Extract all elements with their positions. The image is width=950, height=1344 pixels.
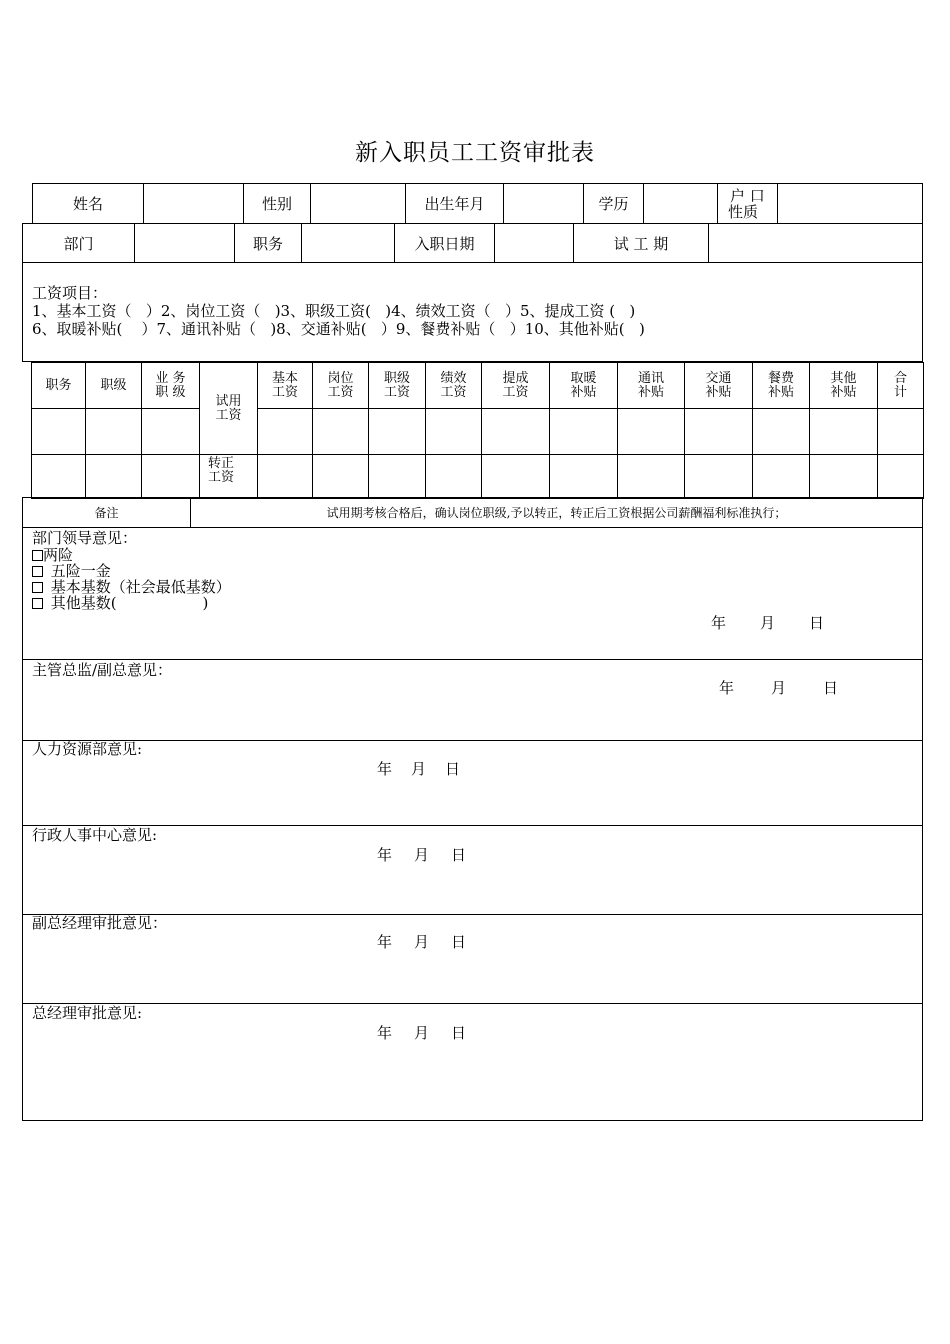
director-opinion-date: 年 月 日 bbox=[719, 679, 839, 697]
gm-opinion-date: 年 月 日 bbox=[377, 1024, 467, 1042]
option-base-minimum[interactable]: 基本基数（社会最低基数） bbox=[32, 579, 231, 596]
deputy-gm-opinion-box bbox=[22, 914, 923, 1004]
position-label: 职务 bbox=[235, 224, 302, 262]
deputy-gm-opinion-date: 年 月 日 bbox=[377, 933, 467, 951]
grid-regular-row bbox=[32, 455, 924, 499]
hukou-label-line2: 性质 bbox=[728, 202, 759, 221]
birth-label: 出生年月 bbox=[406, 184, 504, 223]
hr-opinion-box bbox=[22, 740, 923, 826]
dept-label: 部门 bbox=[23, 224, 135, 262]
salary-items-box bbox=[22, 262, 923, 362]
table-cell[interactable] bbox=[685, 455, 753, 499]
table-cell[interactable] bbox=[753, 455, 810, 499]
table-cell[interactable] bbox=[369, 455, 426, 499]
option-other-base[interactable]: 其他基数( ) bbox=[32, 595, 208, 612]
col-header-heating-allowance: 取暖 补贴 bbox=[550, 363, 618, 409]
page-title: 新入职员工工资审批表 bbox=[355, 140, 595, 166]
gm-opinion-heading: 总经理审批意见: bbox=[32, 1004, 143, 1022]
salary-items-line-1: 1、基本工资（ ）2、岗位工资（ )3、职级工资( )4、绩效工资（ ）5、提成工资 ( ) bbox=[32, 302, 636, 320]
col-header-business-rank: 业 务 职 级 bbox=[142, 363, 200, 409]
checkbox-icon[interactable] bbox=[32, 550, 43, 561]
table-cell[interactable] bbox=[258, 455, 313, 499]
name-label: 姓名 bbox=[33, 184, 144, 223]
table-cell[interactable] bbox=[32, 409, 86, 455]
entry-date-label: 入职日期 bbox=[395, 224, 495, 262]
row-label-probation-salary: 试用 工资 bbox=[200, 363, 258, 455]
dept-opinion-heading: 部门领导意见： bbox=[32, 529, 138, 547]
remark-row bbox=[22, 497, 923, 528]
col-header-position: 职务 bbox=[32, 363, 86, 409]
option-five-insurance[interactable]: 五险一金 bbox=[32, 563, 111, 580]
table-cell[interactable] bbox=[685, 409, 753, 455]
salary-items-line-2: 6、取暖补贴( ）7、通讯补贴（ )8、交通补贴( ）9、餐费补贴（ ）10、其他补贴( ) bbox=[32, 320, 645, 338]
col-header-communication-allowance: 通讯 补贴 bbox=[618, 363, 685, 409]
grid-probation-row bbox=[32, 409, 924, 455]
table-cell[interactable] bbox=[550, 409, 618, 455]
col-header-commission-salary: 提成 工资 bbox=[482, 363, 550, 409]
col-header-total: 合 计 bbox=[878, 363, 924, 409]
admin-center-opinion-heading: 行政人事中心意见: bbox=[32, 826, 158, 844]
table-cell[interactable] bbox=[313, 455, 369, 499]
table-cell[interactable] bbox=[426, 455, 482, 499]
table-cell[interactable] bbox=[142, 455, 200, 499]
education-field[interactable] bbox=[644, 184, 718, 223]
education-label: 学历 bbox=[584, 184, 644, 223]
table-cell[interactable] bbox=[313, 409, 369, 455]
row-label-regular-salary: 转正 工资 bbox=[200, 455, 258, 499]
director-opinion-box bbox=[22, 659, 923, 741]
table-cell[interactable] bbox=[810, 455, 878, 499]
col-header-post-salary: 岗位 工资 bbox=[313, 363, 369, 409]
admin-center-opinion-date: 年 月 日 bbox=[377, 846, 467, 864]
col-header-rank: 职级 bbox=[86, 363, 142, 409]
director-opinion-heading: 主管总监/副总意见： bbox=[32, 661, 173, 679]
col-header-transport-allowance: 交通 补贴 bbox=[685, 363, 753, 409]
hukou-label bbox=[718, 184, 778, 223]
table-cell[interactable] bbox=[32, 455, 86, 499]
col-header-rank-salary: 职级 工资 bbox=[369, 363, 426, 409]
table-cell[interactable] bbox=[753, 409, 810, 455]
hr-opinion-heading: 人力资源部意见: bbox=[32, 740, 143, 758]
checkbox-icon[interactable] bbox=[32, 598, 43, 609]
admin-center-opinion-box bbox=[22, 825, 923, 915]
basic-info-row-1 bbox=[32, 183, 923, 224]
gender-label: 性别 bbox=[244, 184, 311, 223]
table-cell[interactable] bbox=[618, 409, 685, 455]
basic-info-row-2 bbox=[22, 223, 923, 263]
option-two-insurance[interactable]: 两险 bbox=[32, 547, 73, 564]
dept-field[interactable] bbox=[135, 224, 235, 262]
table-cell[interactable] bbox=[369, 409, 426, 455]
deputy-gm-opinion-heading: 副总经理审批意见： bbox=[32, 914, 168, 932]
table-cell[interactable] bbox=[142, 409, 200, 455]
table-cell[interactable] bbox=[86, 409, 142, 455]
col-header-performance-salary: 绩效 工资 bbox=[426, 363, 482, 409]
remark-text: 试用期考核合格后，确认岗位职级,予以转正，转正后工资根据公司薪酬福利标准执行； bbox=[326, 506, 787, 520]
gm-opinion-box bbox=[22, 1003, 923, 1121]
hukou-label-line1: 户 口 bbox=[730, 186, 765, 205]
checkbox-icon[interactable] bbox=[32, 582, 43, 593]
grid-header-row bbox=[32, 363, 924, 409]
table-cell[interactable] bbox=[426, 409, 482, 455]
col-header-base-salary: 基本 工资 bbox=[258, 363, 313, 409]
table-cell[interactable] bbox=[810, 409, 878, 455]
table-cell[interactable] bbox=[878, 409, 924, 455]
entry-date-field[interactable] bbox=[495, 224, 574, 262]
col-header-meal-allowance: 餐费 补贴 bbox=[753, 363, 810, 409]
probation-field[interactable] bbox=[709, 224, 922, 262]
hukou-field[interactable] bbox=[778, 184, 922, 223]
table-cell[interactable] bbox=[482, 455, 550, 499]
dept-opinion-box bbox=[22, 527, 923, 660]
table-cell[interactable] bbox=[878, 455, 924, 499]
table-cell[interactable] bbox=[258, 409, 313, 455]
gender-field[interactable] bbox=[311, 184, 406, 223]
name-field[interactable] bbox=[144, 184, 244, 223]
table-cell[interactable] bbox=[618, 455, 685, 499]
table-cell[interactable] bbox=[86, 455, 142, 499]
col-header-other-allowance: 其他 补贴 bbox=[810, 363, 878, 409]
table-cell[interactable] bbox=[550, 455, 618, 499]
checkbox-icon[interactable] bbox=[32, 566, 43, 577]
remark-label: 备注 bbox=[23, 498, 191, 527]
position-field[interactable] bbox=[302, 224, 395, 262]
table-cell[interactable] bbox=[482, 409, 550, 455]
birth-field[interactable] bbox=[504, 184, 584, 223]
probation-label: 试 工 期 bbox=[574, 224, 709, 262]
hr-opinion-date: 年 月 日 bbox=[377, 760, 461, 778]
salary-items-heading: 工资项目： bbox=[32, 284, 108, 302]
dept-opinion-date: 年 月 日 bbox=[711, 614, 825, 632]
salary-grid bbox=[31, 362, 924, 499]
